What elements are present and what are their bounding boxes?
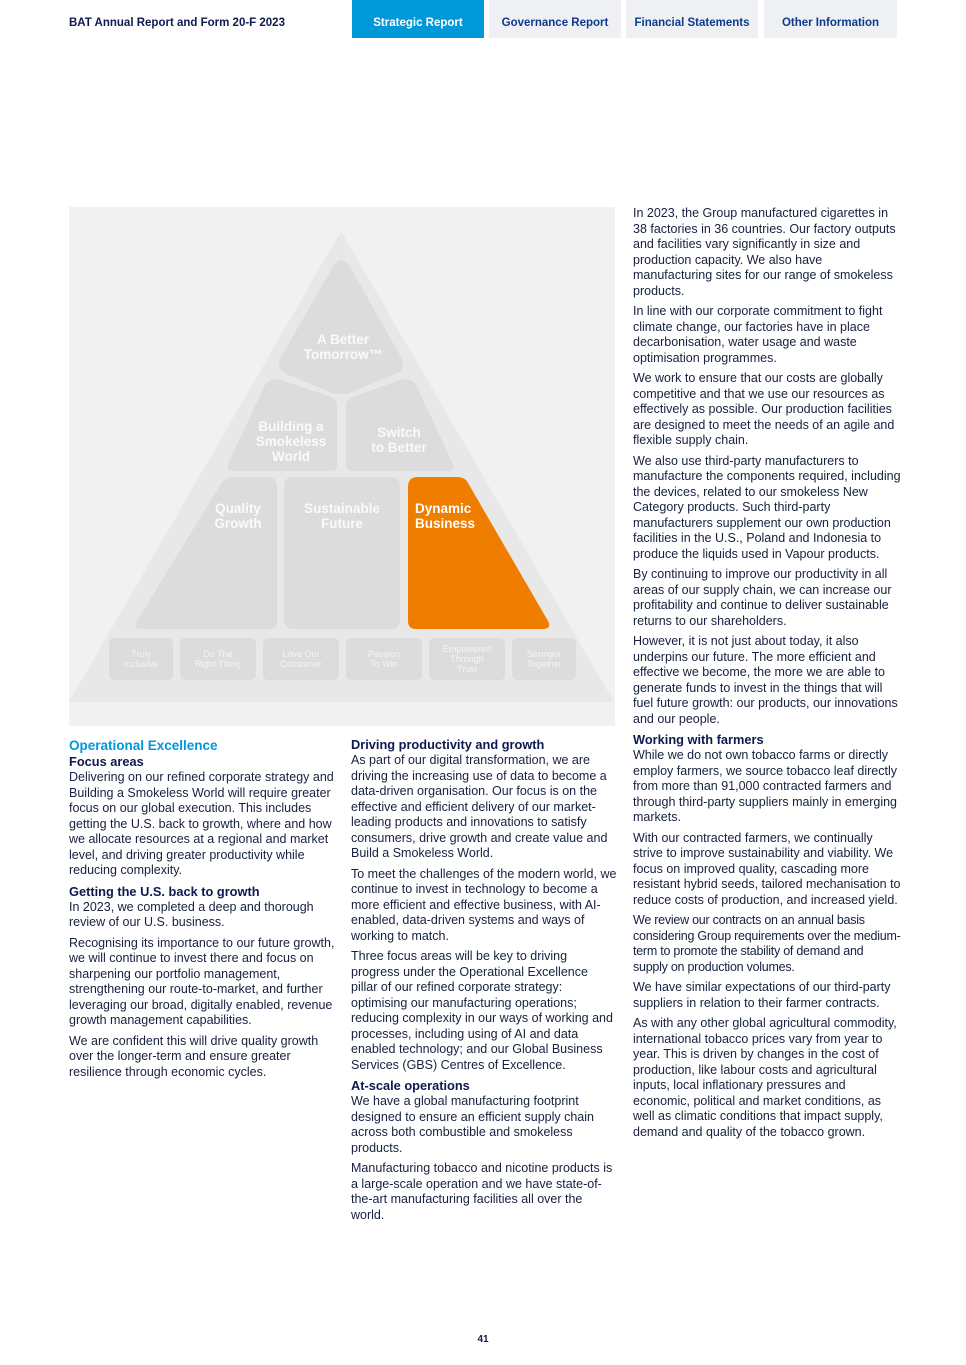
paragraph-competitive-costs: We work to ensure that our costs are globally competitive and that we use our resources as effectively as possible. Our production facilities are designed to meet the needs of an agile and flexible supply chain.	[633, 371, 895, 447]
tab-financial-statements[interactable]: Financial Statements	[626, 0, 758, 38]
value-label-empowered-through-trust: Empowered Through Trust	[442, 644, 492, 674]
paragraph-future: However, it is not just about today, it also underpins our future. The more efficient and effective we become, the more we are able to generate funds to invest in the things that will fuel future growth: our products, our innovations and our people.	[633, 634, 898, 726]
section-title-operational-excellence: Operational Excellence	[69, 738, 218, 753]
paragraph-digital-transformation: As part of our digital transformation, we are driving the increasing use of data to become a data-driven organisation. Our focus is on the effective and efficient delivery of our market-leading products and innovations to satisfy consumers, drive growth and create value and Build a Smokeless World.	[351, 753, 608, 860]
pyramid-label-sustainable-future: Sustainable Future	[304, 501, 380, 531]
pyramid-label-switch-to-better: Switch to Better	[371, 425, 427, 455]
pyramid-label-quality-growth: Quality Growth	[214, 501, 262, 531]
paragraph-contracted-farmers: With our contracted farmers, we continually strive to improve sustainability and viability. We focus on improved quality, cascading more resistant hybrid seeds, tailored mechanisation to reduce costs of production, and increased yield.	[633, 830, 901, 907]
paragraph-tobacco-sourcing: While we do not own tobacco farms or directly employ farmers, we source tobacco leaf directly from more than 91,000 contracted farmers and through third-party suppliers mainly in emerging markets.	[633, 748, 898, 824]
pyramid-label-building-smokeless-world: Building a Smokeless World	[255, 419, 327, 464]
strategy-pyramid-figure	[69, 207, 615, 726]
paragraph-contract-review: We review our contracts on an annual basis considering Group requirements over the medium-term to promote the stability of demand and supply on production volumes.	[633, 913, 901, 974]
paragraph-manufacturing-facilities: Manufacturing tobacco and nicotine products is a large-scale operation and we have state-of-the-art manufacturing facilities all over the world.	[351, 1161, 613, 1222]
paragraph-us-importance: Recognising its importance to our future growth, we will continue to invest there and focus on sharpening our portfolio management, strengthening our route-to-market, and further leveraging our broad, digitally enabled, revenue growth management capabilities.	[69, 935, 335, 1027]
tab-governance-report[interactable]: Governance Report	[489, 0, 621, 38]
paragraph-supplier-expectations: We have similar expectations of our third-party suppliers in relation to their farmer contracts.	[633, 980, 891, 1010]
paragraph-climate-commitment: In line with our corporate commitment to fight climate change, our factories have in place decarbonisation, water usage and waste optimisation programmes.	[633, 304, 883, 365]
tab-other-information[interactable]: Other Information	[764, 0, 897, 38]
paragraph-us-review: In 2023, we completed a deep and thorough review of our U.S. business.	[69, 899, 314, 929]
heading-at-scale-operations: At-scale operations	[351, 1078, 470, 1093]
heading-working-with-farmers: Working with farmers	[633, 732, 764, 747]
value-label-stronger-together: Stronger Together	[526, 649, 562, 669]
heading-driving-productivity: Driving productivity and growth	[351, 737, 545, 752]
paragraph-us-confidence: We are confident this will drive quality growth over the longer-term and ensure greater resilience through economic cycles.	[69, 1033, 319, 1079]
paragraph-focus-areas: Delivering on our refined corporate strategy and Building a Smokeless World will require greater focus on our global execution. This includes getting the U.S. back to growth, where and how we allocate resources at a regional and market level, and driving greater productivity while reducing complexity.	[69, 770, 334, 877]
paragraph-manufacturing-footprint: We have a global manufacturing footprint designed to ensure an efficient supply chain across both combustible and smokeless products.	[351, 1094, 594, 1155]
report-title: BAT Annual Report and Form 20-F 2023	[69, 17, 285, 29]
column-2	[351, 737, 617, 1228]
paragraph-factories: In 2023, the Group manufactured cigarettes in 38 factories in 36 countries. Our factory outputs and facilities vary significantly in size and production capacity. We also have manufacturing sites for our range of smokeless products.	[633, 206, 896, 298]
paragraph-third-party-manufacturers: We also use third-party manufacturers to manufacture the components required, including the devices, related to our smokeless New Category products. Such third-party manufacturers supplement our own production facilities in the U.S., Poland and Indonesia to produce the liquids used in Vapour products.	[633, 453, 901, 561]
paragraph-tobacco-prices: As with any other global agricultural commodity, international tobacco prices vary from year to year. This is driven by changes in the cost of production, like labour costs and agricultural inputs, local inflationary pressures and economic, political and market conditions, as well as climatic conditions that impact supply, demand and quality of the tobacco grown.	[633, 1016, 897, 1139]
paragraph-technology-investment: To meet the challenges of the modern world, we continue to invest in technology to become a more efficient and effective business, with AI-enabled, data-driven systems and ways of working to match.	[351, 866, 617, 943]
pyramid-bottom-center-segment	[284, 477, 400, 629]
heading-us-growth: Getting the U.S. back to growth	[69, 883, 260, 899]
paragraph-productivity: By continuing to improve our productivity in all areas of our supply chain, we can increase our profitability and continue to deliver sustainable returns to our shareholders.	[633, 567, 892, 628]
page-number: 41	[477, 1334, 489, 1345]
value-label-do-the-right-thing: Do The Right Thing	[195, 649, 241, 669]
tab-strategic-report[interactable]: Strategic Report	[352, 0, 484, 38]
value-label-love-our-consumer: Love Our Consumer	[280, 649, 322, 669]
pyramid-label-dynamic-business: Dynamic Business	[415, 501, 476, 531]
paragraph-three-focus-areas: Three focus areas will be key to driving progress under the Operational Excellence pillar of our refined corporate strategy: optimising our manufacturing operations; reducing complexity in our ways of working and processes, including using of AI and data enabled technology; and our Global Business Services (GBS) Centres of Excellence.	[351, 949, 613, 1072]
value-label-truly-inclusive: Truly Inclusive	[123, 649, 159, 669]
heading-focus-areas: Focus areas	[69, 754, 144, 769]
column-1	[69, 737, 336, 1085]
value-label-passion-to-win: Passion To Win	[367, 649, 401, 669]
page-header	[0, 0, 966, 38]
column-3	[633, 206, 901, 1145]
pyramid-label-a-better-tomorrow: A Better Tomorrow™	[303, 332, 383, 362]
